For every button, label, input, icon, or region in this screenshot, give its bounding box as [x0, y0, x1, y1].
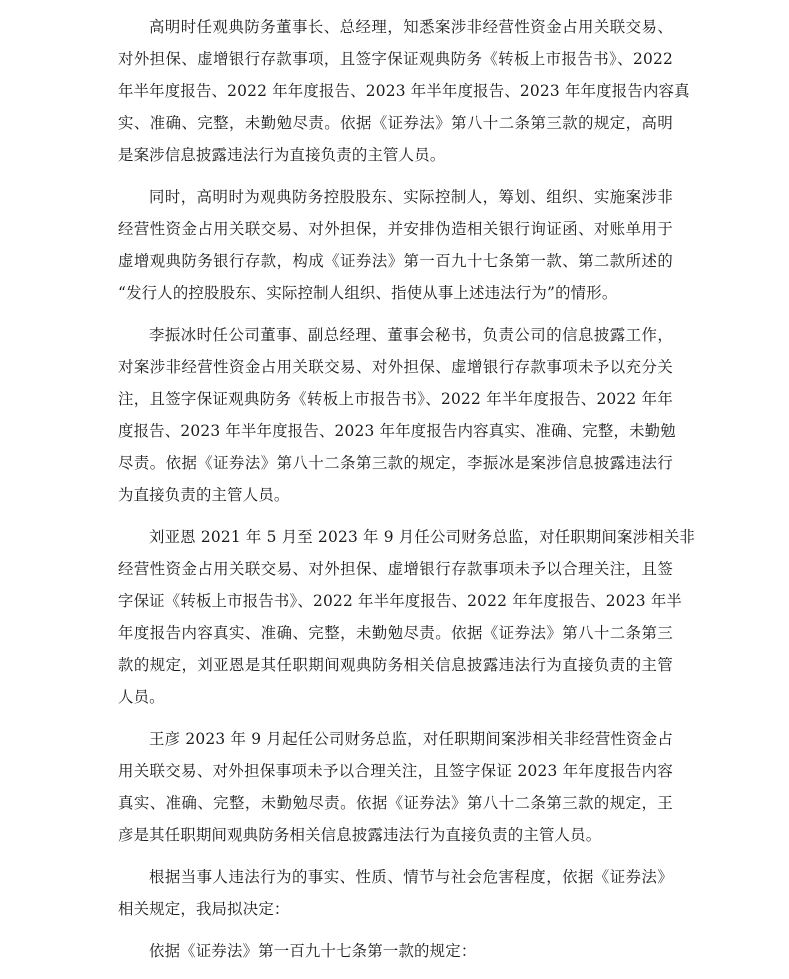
paragraph-gap: [118, 713, 673, 723]
paragraph-gap: [118, 511, 673, 521]
text-line: 度报告、2023 年半年度报告、2023 年年度报告内容真实、准确、完整，未勤勉: [118, 422, 676, 440]
paragraph-gap: [118, 925, 673, 935]
text-line: 实、准确、完整，未勤勉尽责。依据《证券法》第八十二条第三款的规定，高明: [118, 114, 673, 132]
text-line: 同时，高明时为观典防务控股股东、实际控制人，筹划、组织、实施案涉非: [149, 188, 673, 206]
text-line: 经营性资金占用关联交易、对外担保，并安排伪造相关银行询证函、对账单用于: [118, 220, 673, 238]
text-line: 根据当事人违法行为的事实、性质、情节与社会危害程度，依据《证券法》: [149, 868, 673, 886]
text-line: 注，且签字保证观典防务《转板上市报告书》、2022 年半年度报告、2022 年年: [118, 390, 673, 408]
paragraph-gap: [118, 851, 673, 861]
paragraph-wangyan: [118, 723, 673, 851]
text-line: 李振冰时任公司董事、副总经理、董事会秘书，负责公司的信息披露工作，: [149, 326, 673, 344]
paragraph-lizhenbing: [118, 319, 676, 511]
text-line: 依据《证券法》第一百九十七条第一款的规定：: [149, 942, 477, 960]
text-line: 刘亚恩 2021 年 5 月至 2023 年 9 月任公司财务总监，对任职期间案涉相关非: [149, 528, 696, 546]
text-line: 字保证《转板上市报告书》、2022 年半年度报告、2022 年年度报告、2023 年半: [118, 592, 683, 610]
text-line: 为直接负责的主管人员。: [118, 486, 290, 504]
paragraph-gaoming-responsibility: [118, 11, 690, 171]
text-line: 年度报告内容真实、准确、完整，未勤勉尽责。依据《证券法》第八十二条第三: [118, 624, 673, 642]
text-line: 对外担保、虚增银行存款事项，且签字保证观典防务《转板上市报告书》、2022: [118, 50, 673, 68]
paragraph-decision-basis: [118, 861, 673, 925]
text-line: 真实、准确、完整，未勤勉尽责。依据《证券法》第八十二条第三款的规定，王: [118, 794, 673, 812]
text-line: 用关联交易、对外担保事项未予以合理关注，且签字保证 2023 年年度报告内容: [118, 762, 673, 780]
paragraph-gap: [118, 171, 673, 181]
text-line: 经营性资金占用关联交易、对外担保、虚增银行存款事项未予以合理关注，且签: [118, 560, 673, 578]
text-line: 人员。: [118, 688, 165, 706]
text-line: 款的规定，刘亚恩是其任职期间观典防务相关信息披露违法行为直接负责的主管: [118, 656, 673, 674]
text-line: 彦是其任职期间观典防务相关信息披露违法行为直接负责的主管人员。: [118, 826, 602, 844]
text-line: 相关规定，我局拟决定：: [118, 900, 290, 918]
paragraph-gaoming-controller: [118, 181, 673, 309]
paragraph-legal-provision: [118, 935, 673, 967]
paragraph-liuyaen: [118, 521, 696, 713]
text-line: 对案涉非经营性资金占用关联交易、对外担保、虚增银行存款事项未予以充分关: [118, 358, 673, 376]
text-line: 虚增观典防务银行存款，构成《证券法》第一百九十七条第一款、第二款所述的: [118, 252, 673, 270]
document-page: [118, 11, 696, 967]
paragraph-gap: [118, 309, 673, 319]
text-line: “发行人的控股股东、实际控制人组织、指使从事上述违法行为”的情形。: [118, 284, 618, 302]
text-line: 年半年度报告、2022 年年度报告、2023 年半年度报告、2023 年年度报告内容真: [118, 82, 690, 100]
text-line: 高明时任观典防务董事长、总经理，知悉案涉非经营性资金占用关联交易、: [149, 18, 673, 36]
text-line: 是案涉信息披露违法行为直接负责的主管人员。: [118, 146, 446, 164]
text-line: 王彦 2023 年 9 月起任公司财务总监，对任职期间案涉相关非经营性资金占: [149, 730, 673, 748]
text-line: 尽责。依据《证券法》第八十二条第三款的规定，李振冰是案涉信息披露违法行: [118, 454, 673, 472]
